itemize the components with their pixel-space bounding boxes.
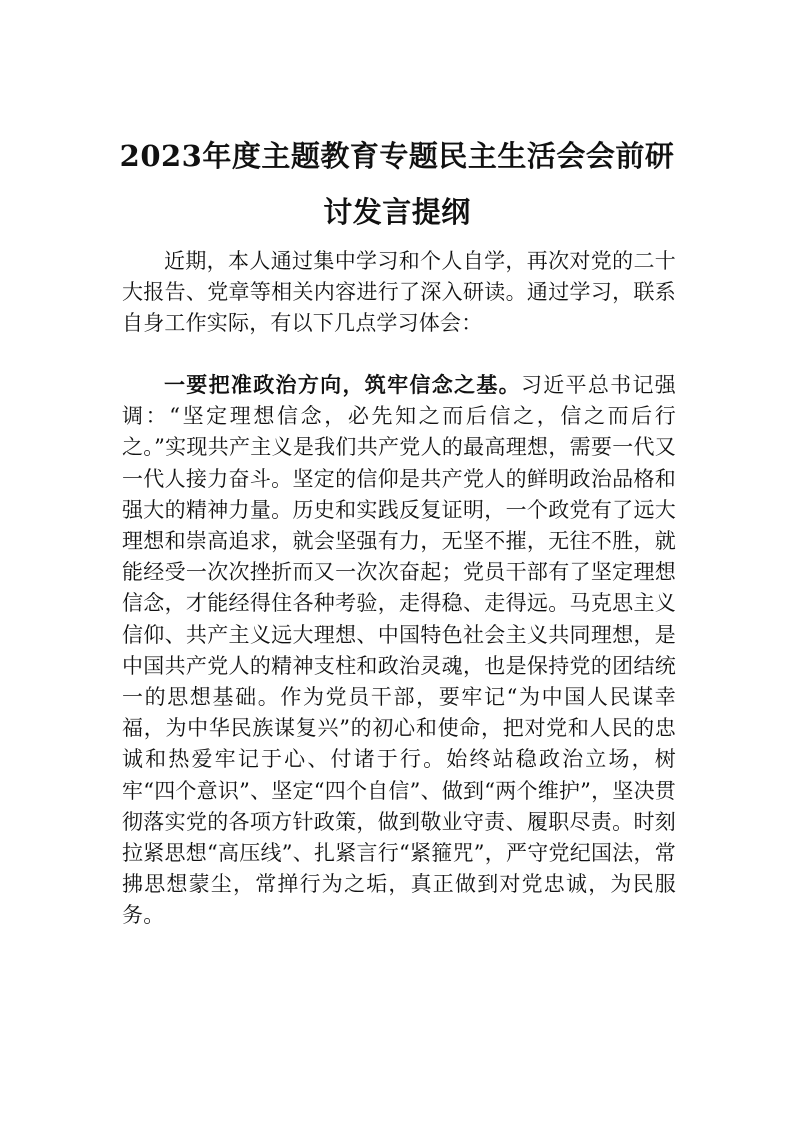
intro-paragraph: 近期，本人通过集中学习和个人自学，再次对党的二十大报告、党章等相关内容进行了深入研读。通过学习，联系自身工作实际，有以下几点学习体会： [122,249,676,336]
document-title-line-2: 讨发言提纲 [323,195,471,229]
section-1-lead: 一要把准政治方向，筑牢信念之基。 [164,373,521,397]
section-1-paragraph [122,370,676,932]
document-title-line-1: 2023年度主题教育专题民主生活会会前研 [119,139,675,173]
section-1-body: 习近平总书记强调：“坚定理想信念，必先知之而后信之，信之而后行之。”实现共产主义是我们共产党人的最高理想，需要一代又一代人接力奋斗。坚定的信仰是共产党人的鲜明政治品格和强大的精神力量。历史和实践反复证明，一个政党有了远大理想和崇高追求，就会坚强有力，无坚不摧，无往不胜，就能经受一次次挫折而又一次次奋起；党员干部有了坚定理想信念，才能经得住各种考验，走得稳、走得远。马克思主义信仰、共产主义远大理想、中国特色社会主义共同理想，是中国共产党人的精神支柱和政治灵魂，也是保持党的团结统一的思想基础。作为党员干部，要牢记“为中国人民谋幸福，为中华民族谋复兴”的初心和使命，把对党和人民的忠诚和热爱牢记于心、付诸于行。始终站稳政治立场，树牢“四个意识”、坚定“四个自信”、做到“两个维护”，坚决贯彻落实党的各项方针政策，做到敬业守责、履职尽责。时刻拉紧思想“高压线”、扎紧言行“紧箍咒”，严守党纪国法，常拂思想蒙尘，常掸行为之垢，真正做到对党忠诚，为民服务。 [122,373,676,928]
